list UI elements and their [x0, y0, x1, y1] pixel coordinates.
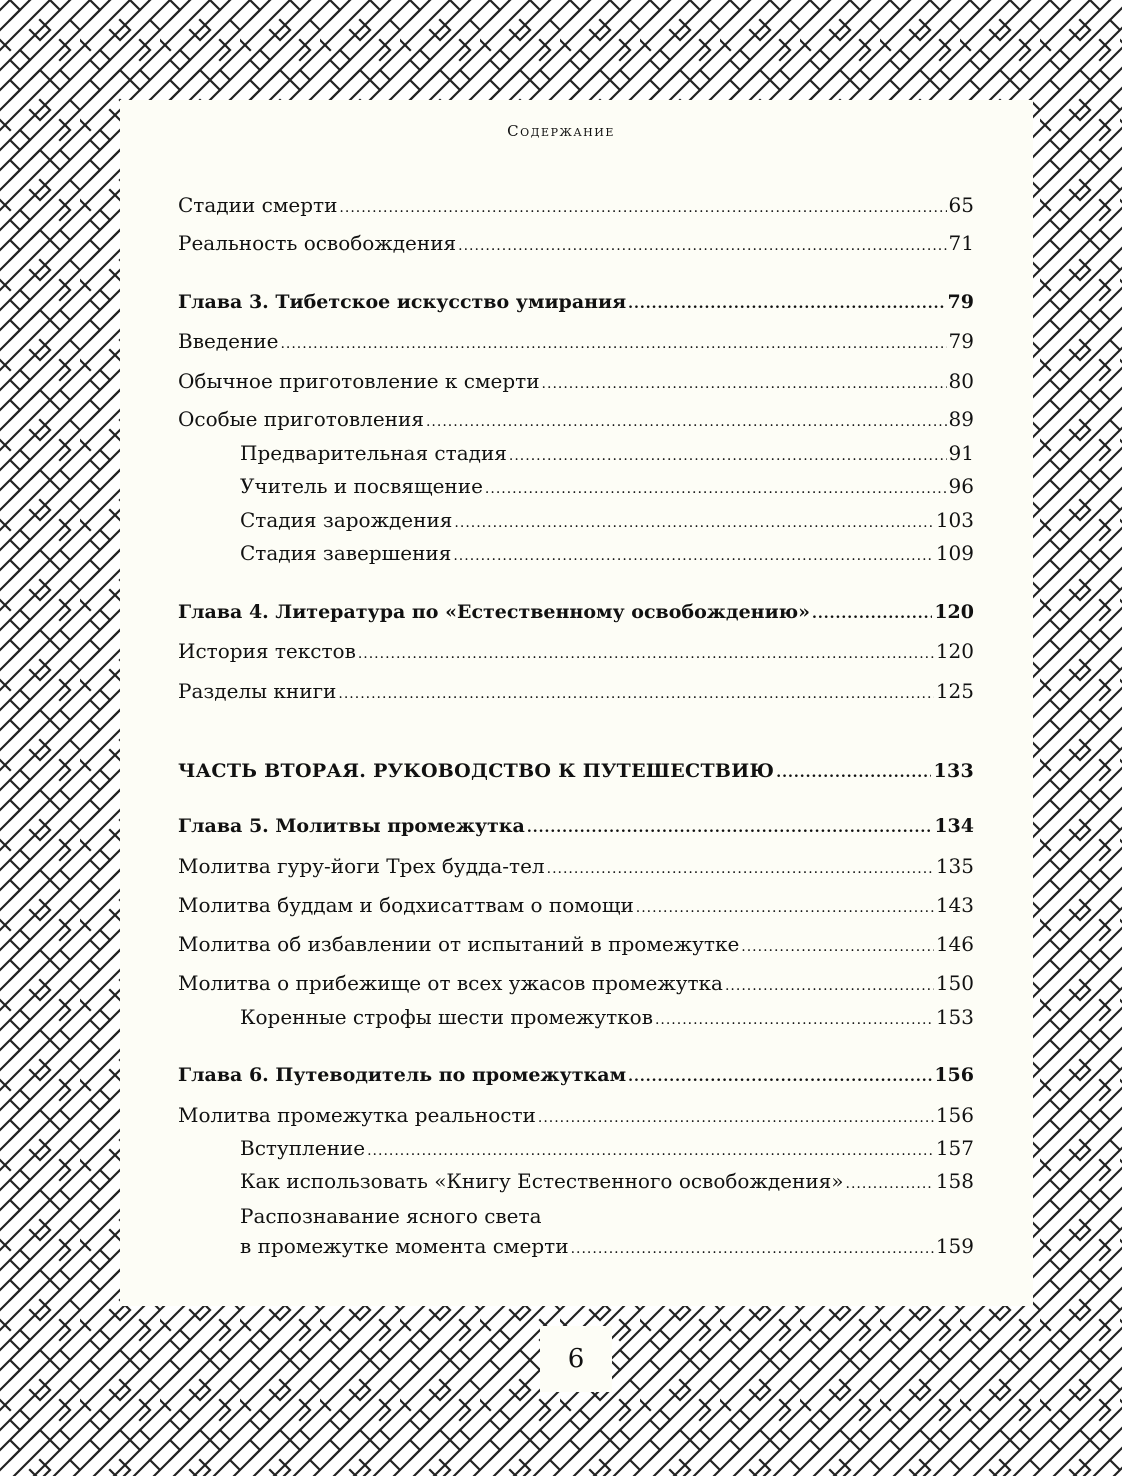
toc-entry-title: Реальность освобождения	[178, 231, 457, 255]
toc-entry-title: ЧАСТЬ ВТОРАЯ. РУКОВОДСТВО К ПУТЕШЕСТВИЮ	[178, 760, 775, 782]
toc-entry-title: в промежутке момента смерти	[240, 1234, 569, 1258]
toc-entry[interactable]	[178, 193, 974, 217]
toc-entry-page: 150	[935, 971, 974, 995]
toc-chapter-entry[interactable]	[178, 291, 974, 314]
toc-entry-title: Предварительная стадия	[240, 441, 507, 465]
toc-entry-title: Введение	[178, 329, 279, 353]
dot-leader	[280, 336, 946, 353]
toc-entry-page: 120	[935, 639, 974, 663]
toc-entry-title: Разделы книги	[178, 679, 337, 703]
toc-entry-page: 71	[948, 231, 974, 255]
dot-leader	[776, 765, 931, 782]
toc-entry-title: Молитва об избавлении от испытаний в промежутке	[178, 932, 740, 956]
dot-leader	[741, 939, 934, 956]
dot-leader	[426, 414, 947, 431]
toc-entry-title: Вступление	[240, 1136, 366, 1160]
toc-entry-title: Стадия завершения	[240, 541, 452, 565]
toc-subentry[interactable]	[240, 1005, 974, 1029]
toc-entry[interactable]	[178, 407, 974, 431]
dot-leader	[547, 861, 934, 878]
toc-subentry[interactable]	[240, 441, 974, 465]
page-number: 6	[540, 1326, 612, 1392]
toc-subentry[interactable]	[240, 508, 974, 532]
dot-leader	[571, 1241, 934, 1258]
toc-entry-page: 109	[935, 541, 974, 565]
toc-entry-page: 65	[948, 193, 974, 217]
toc-subentry[interactable]	[240, 474, 974, 498]
toc-entry[interactable]	[178, 854, 974, 878]
toc-entry-page: 135	[935, 854, 974, 878]
toc-entry[interactable]	[178, 1103, 974, 1127]
dot-leader	[527, 820, 932, 837]
toc-entry[interactable]	[178, 231, 974, 255]
toc-entry-title: Глава 3. Тибетское искусство умирания	[178, 291, 627, 313]
toc-entry-title: Молитва о прибежище от всех ужасов промежутка	[178, 971, 723, 995]
toc-entry-title: Молитва гуру-йоги Трех будда-тел	[178, 854, 545, 878]
toc-entry-page: 156	[935, 1103, 974, 1127]
toc-subentry[interactable]	[240, 1136, 974, 1160]
toc-entry-title: Стадии смерти	[178, 193, 338, 217]
toc-entry[interactable]	[178, 679, 974, 703]
dot-leader	[812, 606, 932, 623]
toc-entry-title: Как использовать «Книгу Естественного освобождения»	[240, 1169, 844, 1193]
toc-subentry[interactable]	[240, 1169, 974, 1193]
toc-entry[interactable]	[178, 893, 974, 917]
toc-entry-title: Глава 6. Путеводитель по промежуткам	[178, 1064, 627, 1086]
toc-entry-page: 158	[935, 1169, 974, 1193]
toc-entry[interactable]	[178, 369, 974, 393]
dot-leader	[367, 1143, 934, 1160]
dot-leader	[339, 200, 946, 217]
dot-leader	[358, 646, 934, 663]
toc-entry-page: 91	[948, 441, 974, 465]
toc-entry-page: 133	[933, 760, 974, 782]
dot-leader	[846, 1176, 934, 1193]
toc-entry-title: Глава 5. Молитвы промежутка	[178, 815, 525, 837]
toc-entry-page: 153	[935, 1005, 974, 1029]
toc-entry-title: Коренные строфы шести промежутков	[240, 1005, 653, 1029]
toc-subentry[interactable]	[240, 541, 974, 565]
dot-leader	[655, 1012, 934, 1029]
dot-leader	[725, 978, 934, 995]
toc-subentry[interactable]	[240, 1234, 974, 1258]
dot-leader	[453, 548, 933, 565]
dot-leader	[542, 376, 947, 393]
dot-leader	[628, 296, 945, 313]
toc-chapter-entry[interactable]	[178, 601, 974, 624]
dot-leader	[338, 686, 933, 703]
toc-entry-page: 143	[935, 893, 974, 917]
running-header: Содержание	[507, 122, 615, 140]
toc-entry-page: 120	[934, 601, 974, 623]
toc-entry-page: 157	[935, 1136, 974, 1160]
toc-entry-page: 96	[948, 474, 974, 498]
toc-chapter-entry[interactable]	[178, 1064, 974, 1087]
toc-entry[interactable]	[178, 971, 974, 995]
toc-entry[interactable]	[178, 639, 974, 663]
toc-chapter-entry[interactable]	[178, 815, 974, 838]
toc-entry[interactable]	[178, 329, 974, 353]
toc-entry-title: Глава 4. Литература по «Естественному освобождению»	[178, 601, 811, 623]
dot-leader	[538, 1110, 934, 1127]
dot-leader	[485, 481, 947, 498]
toc-entry-page: 146	[935, 932, 974, 956]
toc-entry-title: Молитва буддам и бодхисаттвам о помощи	[178, 893, 634, 917]
toc-entry-title: Учитель и посвящение	[240, 474, 483, 498]
toc-entry-page: 156	[934, 1064, 974, 1086]
dot-leader	[458, 238, 946, 255]
toc-entry-page: 79	[948, 329, 974, 353]
toc-entry-title: Обычное приготовление к смерти	[178, 369, 540, 393]
toc-entry-title: Стадия зарождения	[240, 508, 453, 532]
toc-entry-page: 80	[948, 369, 974, 393]
toc-entry-page: 103	[935, 508, 974, 532]
toc-entry-page: 159	[935, 1234, 974, 1258]
dot-leader	[628, 1069, 932, 1086]
toc-entry-page: 134	[934, 815, 974, 837]
toc-entry-title: Особые приготовления	[178, 407, 424, 431]
dot-leader	[509, 448, 947, 465]
toc-entry-page: 79	[947, 291, 974, 313]
dot-leader	[454, 515, 933, 532]
toc-part-entry[interactable]	[178, 760, 974, 783]
toc-entry-title: Молитва промежутка реальности	[178, 1103, 536, 1127]
toc-entry-page: 89	[948, 407, 974, 431]
toc-entry-title: История текстов	[178, 639, 356, 663]
toc-entry[interactable]	[178, 932, 974, 956]
toc-entry-page: 125	[935, 679, 974, 703]
toc-entry-title-line1: Распознавание ясного света	[240, 1204, 542, 1228]
dot-leader	[636, 900, 934, 917]
